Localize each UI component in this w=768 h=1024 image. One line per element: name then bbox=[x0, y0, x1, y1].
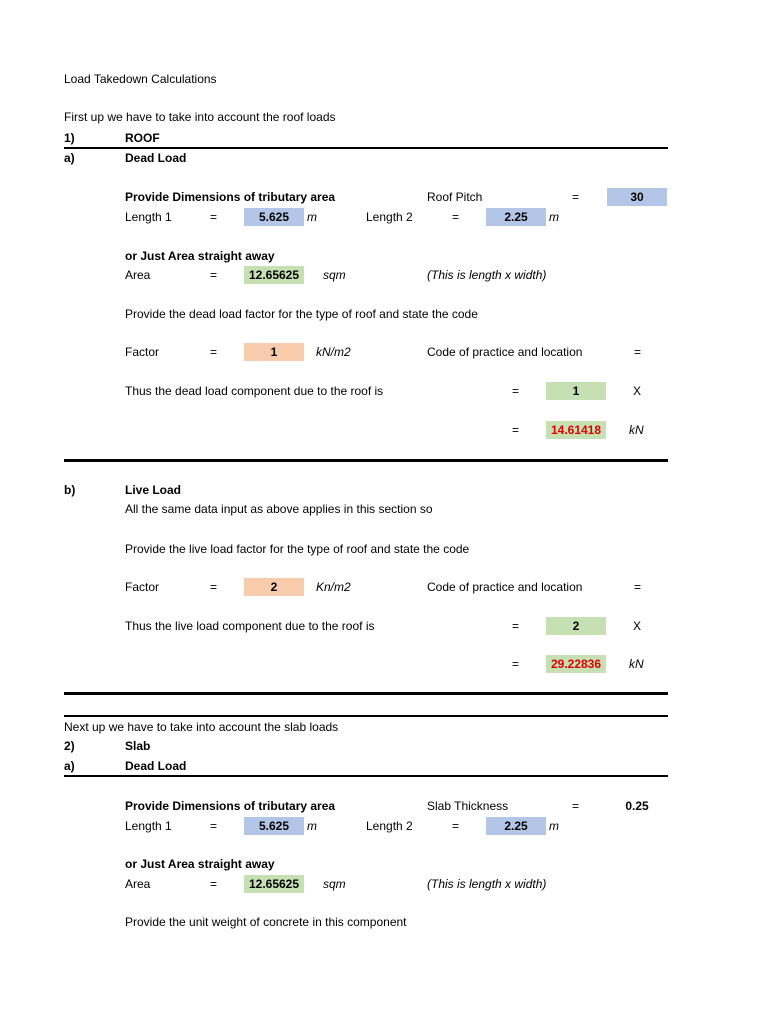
length1-unit: m bbox=[307, 819, 317, 833]
subsection-letter-slab-dead: a) bbox=[64, 759, 75, 773]
length1-input[interactable]: 5.625 bbox=[244, 817, 304, 835]
multiply-x: X bbox=[633, 619, 642, 633]
live-load-result[interactable]: 29.22836 bbox=[546, 655, 606, 673]
equals-sign: = bbox=[210, 819, 218, 833]
same-data-note: All the same data input as above applies in this section so bbox=[125, 502, 433, 516]
document-title: Load Takedown Calculations bbox=[64, 72, 217, 86]
subsection-letter-roof-live: b) bbox=[64, 483, 76, 497]
component-text: Thus the dead load component due to the roof is bbox=[125, 384, 384, 398]
section-rule bbox=[64, 459, 668, 462]
section-rule bbox=[64, 692, 668, 695]
factor-label: Factor bbox=[125, 580, 160, 594]
equals-sign: = bbox=[512, 657, 520, 671]
area-value[interactable]: 12.65625 bbox=[244, 266, 304, 284]
equals-sign: = bbox=[512, 384, 520, 398]
equals-sign: = bbox=[634, 345, 642, 359]
component-text: Thus the live load component due to the roof is bbox=[125, 619, 375, 633]
length1-label: Length 1 bbox=[125, 819, 172, 833]
factor-unit: kN/m2 bbox=[316, 345, 351, 359]
length2-unit: m bbox=[549, 819, 559, 833]
slab-thickness-label: Slab Thickness bbox=[427, 799, 509, 813]
section-title-slab: Slab bbox=[125, 739, 151, 753]
length2-label: Length 2 bbox=[366, 210, 413, 224]
roof-pitch-label: Roof Pitch bbox=[427, 190, 483, 204]
length1-input[interactable]: 5.625 bbox=[244, 208, 304, 226]
factor-label: Factor bbox=[125, 345, 160, 359]
slab-thickness-value[interactable]: 0.25 bbox=[625, 799, 649, 813]
equals-sign: = bbox=[210, 345, 218, 359]
result-unit: kN bbox=[629, 657, 644, 671]
factor-prompt: Provide the live load factor for the type of roof and state the code bbox=[125, 542, 470, 556]
slab-intro: Next up we have to take into account the slab loads bbox=[64, 720, 339, 734]
equals-sign: = bbox=[572, 190, 580, 204]
section-title-roof: ROOF bbox=[125, 131, 160, 145]
area-value[interactable]: 12.65625 bbox=[244, 875, 304, 893]
live-load-factor-input[interactable]: 2 bbox=[244, 578, 304, 596]
length1-label: Length 1 bbox=[125, 210, 172, 224]
section-rule bbox=[64, 715, 668, 717]
multiply-x: X bbox=[633, 384, 642, 398]
section-number-roof: 1) bbox=[64, 131, 75, 145]
area-label: Area bbox=[125, 268, 151, 282]
length2-input[interactable]: 2.25 bbox=[486, 208, 546, 226]
equals-sign: = bbox=[572, 799, 580, 813]
area-note: (This is length x width) bbox=[427, 877, 547, 891]
area-heading: or Just Area straight away bbox=[125, 249, 275, 263]
subsection-title-slab-dead: Dead Load bbox=[125, 759, 187, 773]
factor-prompt: Provide the dead load factor for the type of roof and state the code bbox=[125, 307, 478, 321]
length2-unit: m bbox=[549, 210, 559, 224]
dims-label: Provide Dimensions of tributary area bbox=[125, 190, 336, 204]
area-note: (This is length x width) bbox=[427, 268, 547, 282]
length2-input[interactable]: 2.25 bbox=[486, 817, 546, 835]
live-component-value[interactable]: 2 bbox=[546, 617, 606, 635]
equals-sign: = bbox=[210, 210, 218, 224]
roof-intro: First up we have to take into account the roof loads bbox=[64, 110, 336, 124]
dead-load-factor-input[interactable]: 1 bbox=[244, 343, 304, 361]
equals-sign: = bbox=[512, 423, 520, 437]
equals-sign: = bbox=[210, 877, 218, 891]
equals-sign: = bbox=[210, 268, 218, 282]
equals-sign: = bbox=[452, 210, 460, 224]
equals-sign: = bbox=[512, 619, 520, 633]
area-unit: sqm bbox=[323, 877, 346, 891]
roof-pitch-input[interactable]: 30 bbox=[607, 188, 667, 206]
result-unit: kN bbox=[629, 423, 644, 437]
subsection-title-roof-dead: Dead Load bbox=[125, 151, 187, 165]
equals-sign: = bbox=[210, 580, 218, 594]
section-rule bbox=[64, 147, 668, 149]
dead-load-result[interactable]: 14.61418 bbox=[546, 421, 606, 439]
unit-weight-prompt: Provide the unit weight of concrete in this component bbox=[125, 915, 407, 929]
code-of-practice-label: Code of practice and location bbox=[427, 580, 583, 594]
area-unit: sqm bbox=[323, 268, 346, 282]
area-label: Area bbox=[125, 877, 151, 891]
subsection-title-roof-live: Live Load bbox=[125, 483, 182, 497]
dims-label: Provide Dimensions of tributary area bbox=[125, 799, 336, 813]
equals-sign: = bbox=[634, 580, 642, 594]
length2-label: Length 2 bbox=[366, 819, 413, 833]
subsection-letter-roof-dead: a) bbox=[64, 151, 75, 165]
dead-component-value[interactable]: 1 bbox=[546, 382, 606, 400]
length1-unit: m bbox=[307, 210, 317, 224]
factor-unit: Kn/m2 bbox=[316, 580, 351, 594]
section-rule bbox=[64, 775, 668, 777]
area-heading: or Just Area straight away bbox=[125, 857, 275, 871]
section-number-slab: 2) bbox=[64, 739, 75, 753]
equals-sign: = bbox=[452, 819, 460, 833]
code-of-practice-label: Code of practice and location bbox=[427, 345, 583, 359]
